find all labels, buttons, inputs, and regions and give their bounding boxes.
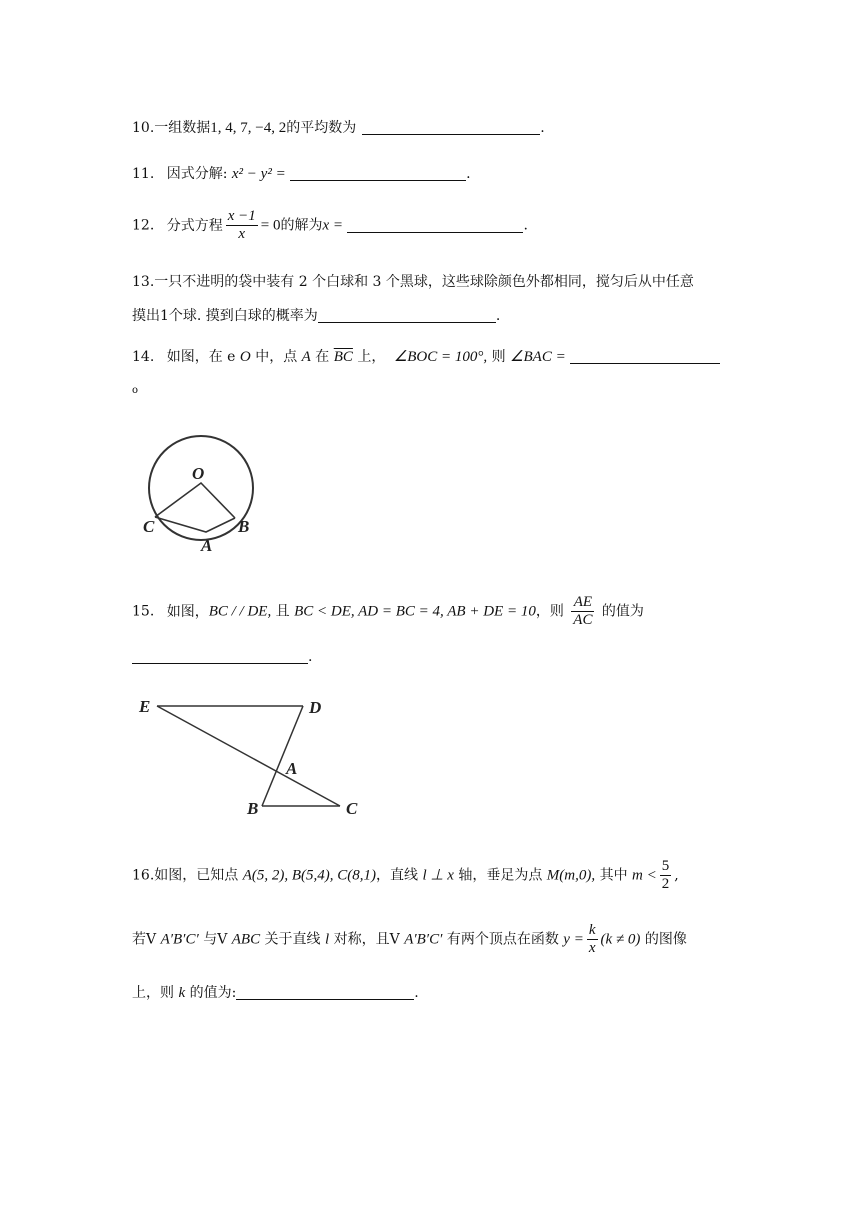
q16-fraction: [660, 858, 672, 893]
question-13-line2: [132, 306, 500, 326]
q13-line2: 摸出1个球. 摸到白球的概率为: [132, 308, 318, 324]
q16-line3-a: 上，则: [132, 985, 179, 1001]
q15-fraction-denominator: AC: [573, 612, 593, 628]
q10-text: 一组数据: [154, 120, 211, 136]
q16-triangle-1: A′B′C′: [160, 931, 199, 948]
q11-expression: x² − y² =: [231, 166, 286, 182]
q14-label-a: A: [201, 536, 213, 555]
question-13: [132, 272, 694, 292]
q16-line2-b: 与V: [198, 931, 232, 948]
q16-fraction-numerator: 5: [661, 858, 670, 874]
q16-line2-f: 的图像: [640, 931, 687, 948]
q16-line2-a: 若V: [132, 931, 161, 948]
q10-data: 1, 4, 7, −4, 2: [210, 120, 287, 136]
q16-k: k: [178, 985, 186, 1001]
q16-y-eq: y =: [563, 931, 584, 948]
q12-x-eq: x =: [322, 217, 343, 234]
q12-answer-blank[interactable]: [347, 218, 523, 233]
q15-label-b: B: [247, 799, 259, 818]
q16-points: A(5, 2), B(5,4), C(8,1): [242, 867, 377, 884]
q13-line1: 一只不进明的袋中装有 2 个白球和 3 个黑球，这些球除颜色外都相同，搅匀后从中任意: [154, 274, 694, 290]
q16-comma: ,: [674, 867, 679, 884]
question-12: [132, 208, 528, 243]
q15-text3: ，则: [535, 603, 569, 620]
q10-end: .: [540, 120, 545, 136]
question-11: [132, 164, 471, 184]
q12-mid: 的解为: [280, 217, 323, 234]
q13-number: 13.: [132, 274, 155, 290]
q15-segment-db: [262, 706, 303, 806]
q15-answer-blank[interactable]: [132, 649, 308, 664]
q16-line3-b: 的值为:: [185, 985, 237, 1001]
question-16-line2: [132, 922, 687, 957]
q13-answer-blank[interactable]: [318, 308, 496, 323]
q14-angle-bac: ∠BAC =: [510, 349, 566, 365]
q15-text2: 且: [271, 603, 295, 620]
q15-label-a: A: [286, 759, 298, 778]
q14-text2: 中，点: [250, 349, 302, 365]
q15-triangle-figure: [135, 692, 375, 827]
q14-label-c: C: [143, 517, 155, 536]
q15-label-d: D: [309, 698, 322, 717]
question-10: [132, 118, 545, 138]
q10-suffix: 的平均数为: [286, 120, 357, 136]
q16-k-denominator: x: [588, 940, 596, 956]
q12-equals-zero: = 0: [260, 217, 281, 234]
q15-condition-parallel: BC / / DE,: [208, 603, 272, 620]
q14-answer-blank[interactable]: [570, 349, 720, 364]
q16-text3: 轴，垂足为点: [453, 867, 547, 884]
q14-circle-o: O: [239, 349, 251, 365]
question-15: [132, 594, 644, 629]
q12-text: 分式方程: [166, 217, 223, 234]
q16-triangle-2: ABC: [231, 931, 261, 948]
q13-end: .: [495, 308, 501, 324]
q14-angle-boc: ∠BOC = 100°,: [393, 349, 488, 365]
q14-number: 14.: [132, 349, 155, 365]
q16-answer-blank[interactable]: [236, 985, 414, 1000]
q14-radii: [155, 483, 235, 518]
q16-k-numerator: k: [588, 922, 596, 938]
q15-fraction: [571, 594, 594, 629]
q16-fraction-denominator: 2: [661, 876, 670, 892]
q15-text4: 的值为: [597, 603, 644, 620]
q14-point-a: A: [301, 349, 311, 365]
q14-chords: [155, 517, 235, 532]
q16-end: .: [414, 985, 419, 1001]
q14-text4: 上，: [352, 349, 386, 365]
q16-text2: ，直线: [376, 867, 423, 884]
q14-text3: 在: [310, 349, 334, 365]
question-16: [132, 858, 679, 893]
q16-line2-c: 关于直线: [260, 931, 326, 948]
q15-label-e: E: [139, 697, 151, 716]
q15-end: .: [308, 649, 313, 665]
q12-fraction: [226, 208, 258, 243]
q15-number: 15.: [132, 603, 155, 620]
q16-text4: 其中: [595, 867, 633, 884]
q15-conditions: BC < DE, AD = BC = 4, AB + DE = 10: [294, 603, 536, 620]
q11-end: .: [466, 166, 471, 182]
q14-circle-figure: [135, 425, 275, 555]
q16-line-l: l: [325, 931, 330, 948]
q12-number: 12.: [132, 217, 155, 234]
q16-line2-e: 有两个顶点在函数: [442, 931, 564, 948]
q16-triangle-3: A′B′C′: [404, 931, 443, 948]
q16-line-condition: l ⊥ x: [422, 867, 454, 884]
question-16-line3: [132, 983, 419, 1003]
q14-label-o: O: [192, 464, 205, 483]
q10-number: 10.: [132, 120, 155, 136]
q16-k-condition: (k ≠ 0): [600, 931, 641, 948]
q16-line2-d: 对称，且V: [329, 931, 405, 948]
q16-k-fraction: [587, 922, 598, 957]
q12-fraction-denominator: x: [238, 226, 246, 242]
question-14: [132, 347, 720, 367]
q15-segment-ec: [157, 706, 340, 806]
q16-point-m: M(m,0),: [546, 867, 596, 884]
q11-answer-blank[interactable]: [290, 166, 466, 181]
q15-label-c: C: [346, 799, 358, 818]
q14-label-b: B: [238, 517, 250, 536]
q14-text5: 则: [487, 349, 511, 365]
q15-text1: 如图，: [166, 603, 209, 620]
q11-text: 因式分解:: [166, 166, 228, 182]
q15-fraction-numerator: AE: [571, 594, 594, 612]
q14-arc-bc: $\overline{BC}$: [333, 349, 353, 365]
question-15-answer-line: [132, 647, 312, 667]
q11-number: 11.: [132, 166, 155, 182]
q10-answer-blank[interactable]: [362, 120, 540, 135]
q12-end: .: [523, 217, 528, 234]
q12-fraction-numerator: x −1: [227, 208, 256, 224]
q16-text1: 如图，已知点: [154, 867, 243, 884]
q14-tail: o: [132, 385, 139, 396]
q14-text1: 如图，在 e: [166, 349, 240, 365]
q16-number: 16.: [132, 867, 155, 884]
q16-m-less: m <: [632, 867, 657, 884]
